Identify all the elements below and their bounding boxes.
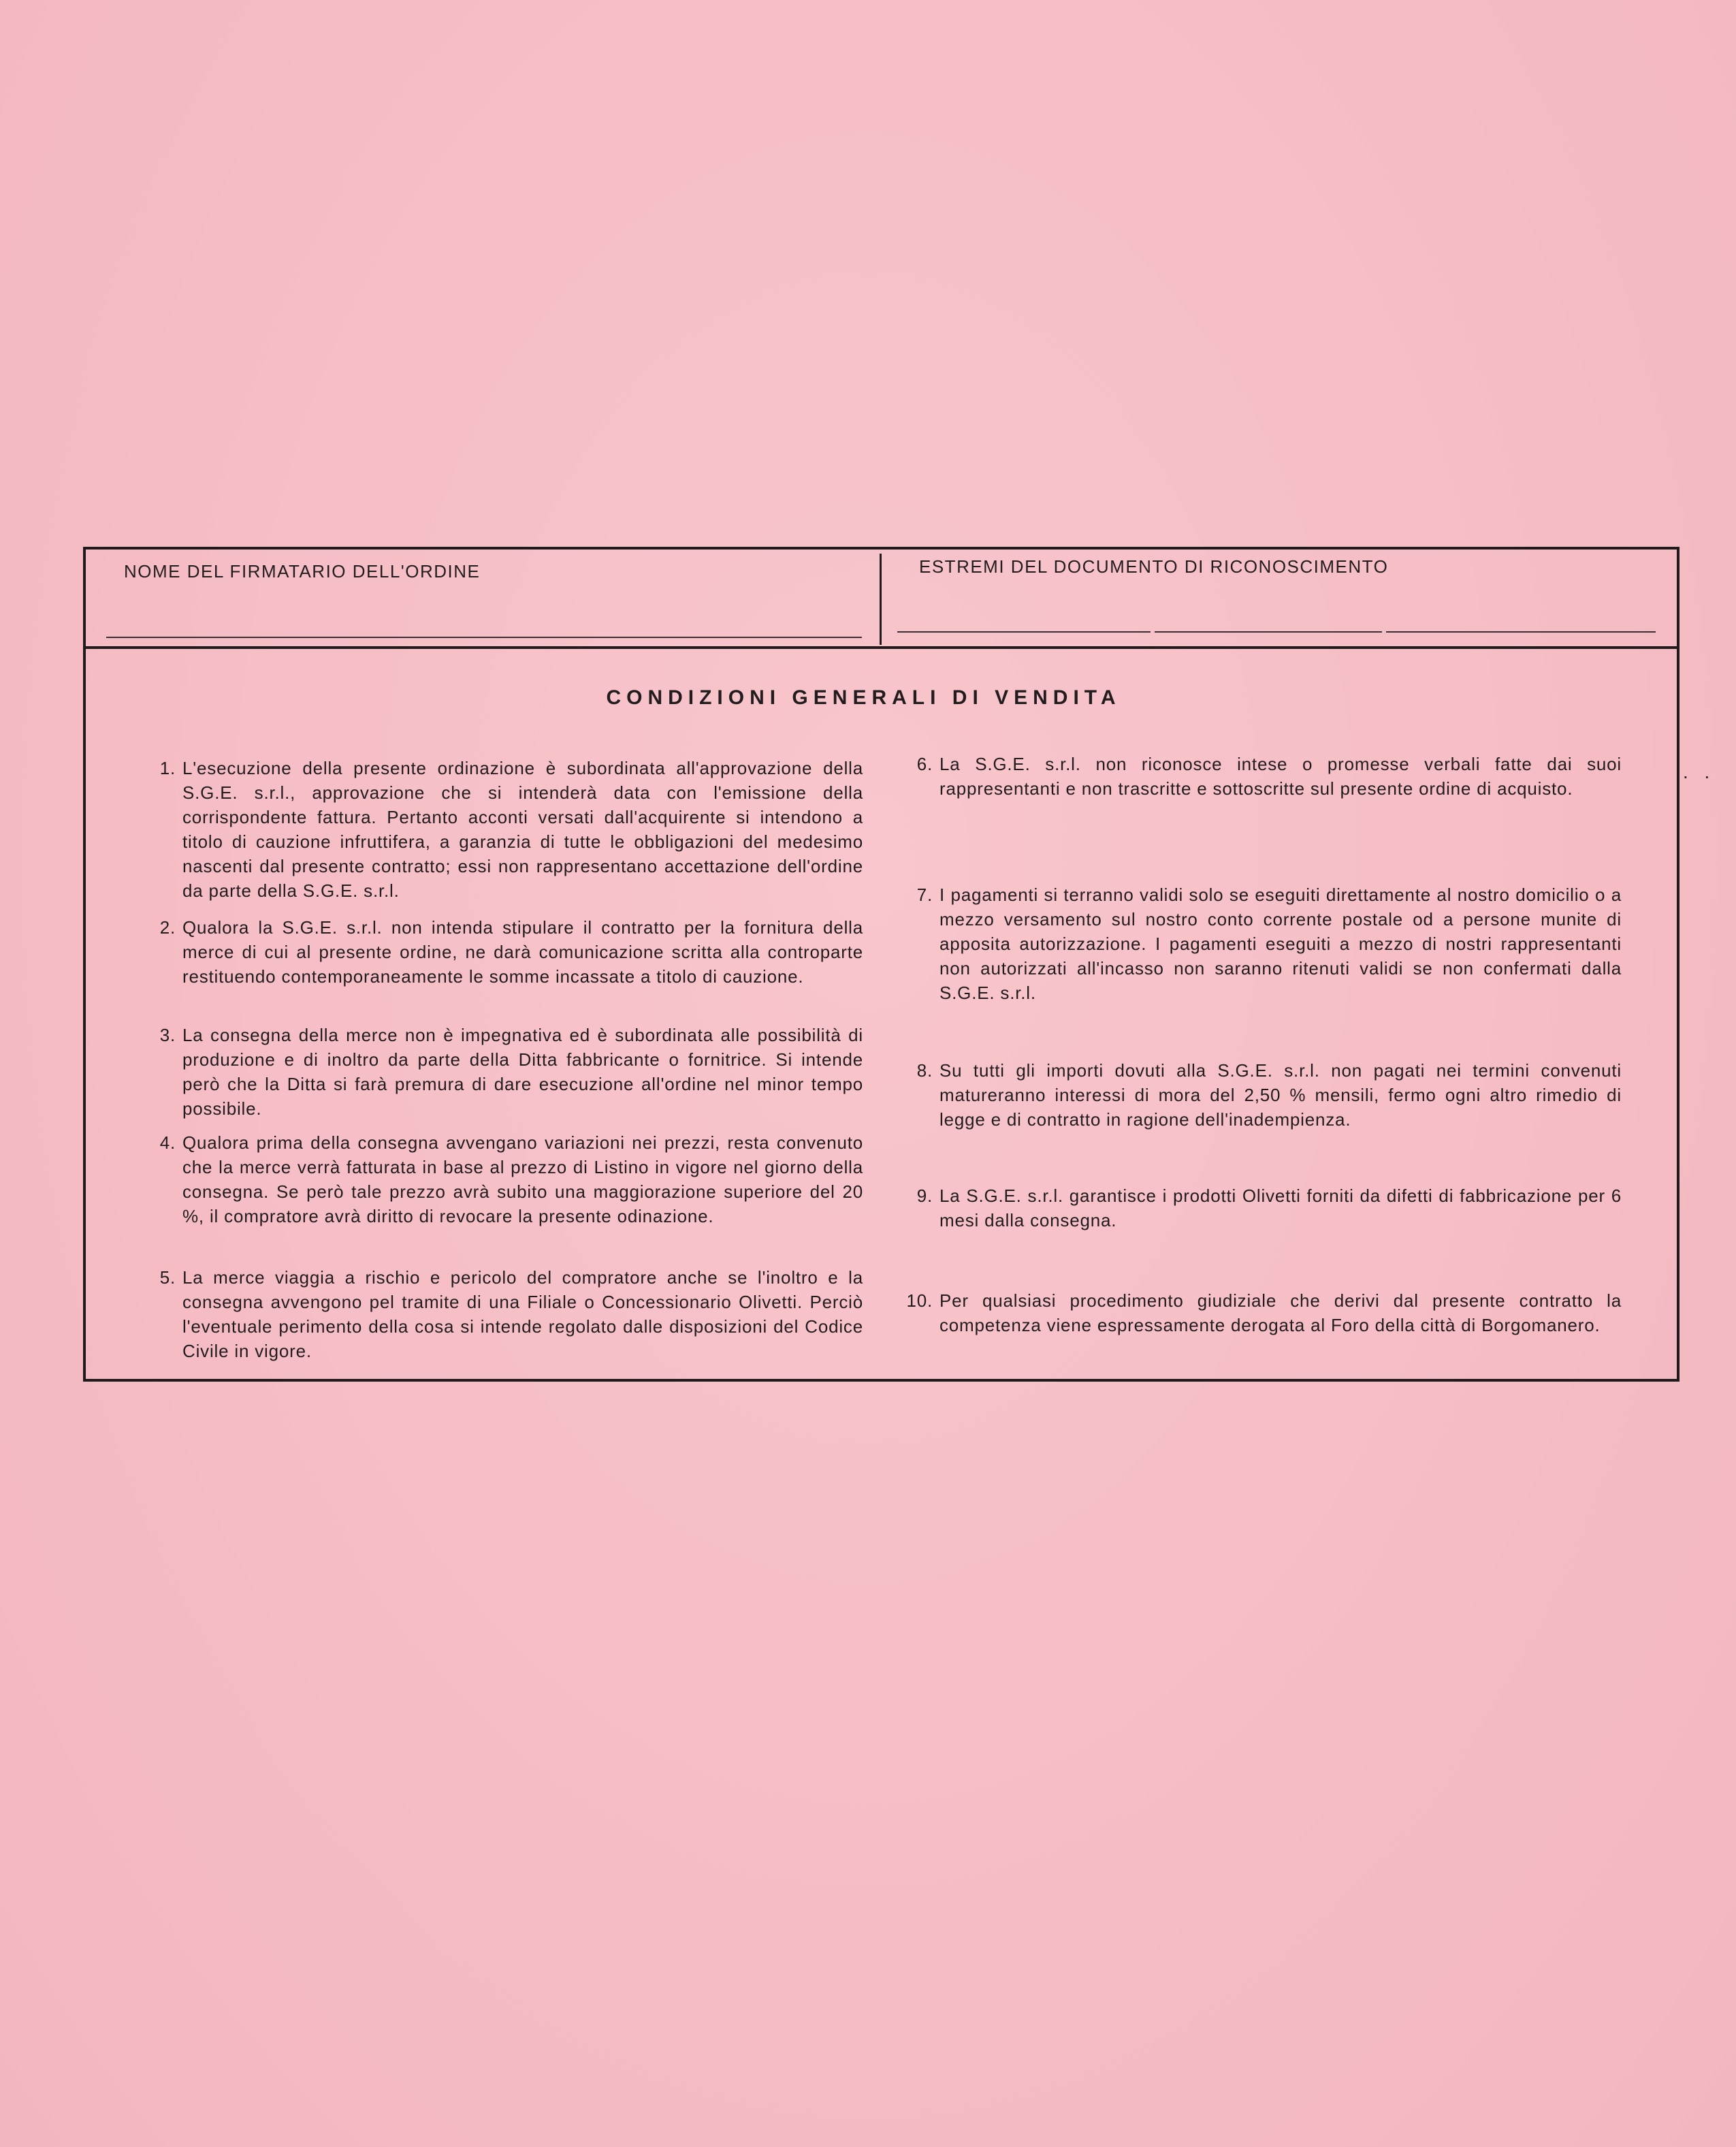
clause-9 — [916, 1183, 1622, 1232]
clause-2 — [159, 915, 863, 989]
section-title: CONDIZIONI GENERALI DI VENDITA — [606, 686, 1121, 709]
clause-number: 5. — [159, 1267, 176, 1288]
id-document-label: ESTREMI DEL DOCUMENTO DI RICONOSCIMENTO — [919, 556, 1389, 577]
clause-text: La merce viaggia a rischio e pericolo del compratore anche se l'inoltro e la consegna avvengono pel tramite di una Filiale o Concessionario Olivetti. Perciò l'eventuale perimento della cosa si intende regolato dalle disposizioni del Codice Civile in vigore. — [182, 1267, 863, 1361]
clause-text: La S.G.E. s.r.l. non riconosce intese o promesse verbali fatte dai suoi rappresentanti e non trascritte e sottoscritte sul presente ordine di acquisto. — [939, 754, 1622, 799]
margin-marks: . . — [1683, 761, 1716, 782]
clause-number: 8. — [916, 1060, 933, 1081]
clause-text: Per qualsiasi procedimento giudiziale che derivi dal presente contratto la competenza viene espressamente derogata al Foro della città di Borgomanero. — [939, 1290, 1622, 1335]
clause-number: 7. — [916, 885, 933, 905]
clause-text: Qualora prima della consegna avvengano variazioni nei prezzi, resta convenuto che la merce verrà fatturata in base al prezzo di Listino in vigore nel giorno della consegna. Se però tale prezzo avrà subito una maggiorazione superiore del 20 %, il compratore avrà diritto di revocare la presente odinazione. — [182, 1132, 863, 1226]
clause-text: I pagamenti si terranno validi solo se eseguiti direttamente al nostro domicilio o a mezzo versamento sul nostro conto corrente postale od a persone munite di apposita autorizzazione. I pagamenti eseguiti a mezzo di nostri rappresentanti non autorizzati all'incasso non saranno ritenuti validi se non confermati dalla S.G.E. s.r.l. — [939, 885, 1622, 1003]
clause-text: Su tutti gli importi dovuti alla S.G.E. s.r.l. non pagati nei termini convenuti matureranno interessi di mora del 2,50 % mensili, fermo ogni altro rimedio di legge e di contratto in ragione dell'inadempienza. — [939, 1060, 1622, 1130]
clause-number: 2. — [159, 917, 176, 938]
id-document-field-1[interactable] — [897, 631, 1151, 633]
clause-number: 10. — [906, 1290, 933, 1311]
clause-text: L'esecuzione della presente ordinazione è subordinata all'approvazione della S.G.E. s.r.l., approvazione che si intenderà data con l'emissione della corrispondente fattura. Pertanto acconti versati dall'acquirente si intendono a titolo di cauzione infruttifera, a garanzia di tutte le obbligazioni del medesimo nascenti dal presente contratto; essi non rappresentano accettazione dell'ordine da parte della S.G.E. s.r.l. — [182, 758, 863, 901]
clause-10 — [906, 1288, 1622, 1337]
id-document-field-2[interactable] — [1155, 631, 1382, 633]
clause-text: La consegna della merce non è impegnativa ed è subordinata alle possibilità di produzione e di inoltro da parte della Ditta fabbricante o fornitrice. Si intende però che la Ditta si farà premura di dare esecuzione all'ordine nel minor tempo possibile. — [182, 1025, 863, 1119]
signature-header-row — [86, 550, 1677, 649]
id-document-field-3[interactable] — [1386, 631, 1656, 633]
clause-number: 4. — [159, 1132, 176, 1153]
clause-5 — [159, 1265, 863, 1363]
clause-6 — [916, 752, 1622, 801]
clause-4 — [159, 1130, 863, 1228]
clause-8 — [916, 1058, 1622, 1132]
clause-text: La S.G.E. s.r.l. garantisce i prodotti Olivetti forniti da difetti di fabbricazione per 6 mesi dalla consegna. — [939, 1186, 1622, 1230]
clause-text: Qualora la S.G.E. s.r.l. non intenda stipulare il contratto per la fornitura della merce di cui al presente ordine, ne darà comunicazione scritta alla controparte restituendo contemporaneamente le somme incassate a titolo di cauzione. — [182, 917, 863, 987]
clause-number: 6. — [916, 754, 933, 774]
signer-name-label: NOME DEL FIRMATARIO DELL'ORDINE — [124, 561, 481, 582]
clause-number: 3. — [159, 1025, 176, 1045]
clause-3 — [159, 1023, 863, 1121]
clause-number: 9. — [916, 1186, 933, 1206]
header-divider — [880, 554, 882, 645]
clause-7 — [916, 882, 1622, 1005]
conditions-frame — [83, 547, 1679, 1382]
clause-1 — [159, 756, 863, 903]
clause-number: 1. — [159, 758, 176, 778]
signer-name-field[interactable] — [106, 637, 862, 638]
